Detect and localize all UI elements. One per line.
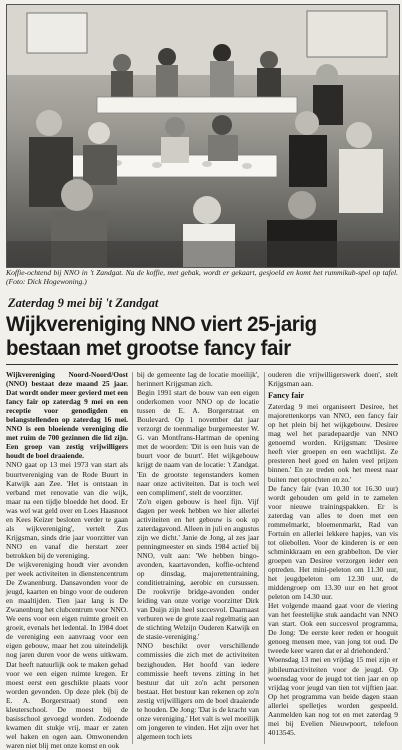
article-paragraph: NNO gaat op 13 mei 1973 van start als buurtvereniging van de Rode Buurt in Katwijk aan Zee. 'Het is ontstaan in verband met renovatie van die wijk, maar na een tijdje bloedde het dood. Er was wel wat geld over en Loes Haasnoot en Kees Keizer besloten verder te gaan als wijkvereniging', vertelt Zus Krijgsman, sinds drie jaar voorzitter van NNO en vanaf die herstart zeer betrokken bij de vereniging. xyxy=(6,460,128,560)
article-paragraph: bij de gemeente lag de locatie moeilijk', herinnert Krijgsman zich. xyxy=(137,370,259,389)
article-paragraph: NNO beschikt over verschillende commissies die zich met de activiteiten bezighouden. Het hoofd van iedere commissie heeft tevens zitting in het bestuur dat uit zo'n acht personen bestaat. Het bestuur kan rekenen op zo'n zestig vrijwilligers om de boel draaiende te houden. De Jong: 'Dat is de kracht van onze vereniging.' Het valt is wel moeilijk om jongeren te vinden. Het zijn over het algemeen toch iets xyxy=(137,641,259,741)
article-column-3 xyxy=(268,370,398,737)
article-paragraph: Het volgende maand gaat voor de viering van het feestelijke stuk aandacht van NNO van start. Ook een succesvol programma, De Jong: 'De eerste keer reden er hooguit genoeg mensen mee, van jong tot oud. De tweede keer waren dat er al driehonderd.' xyxy=(268,601,398,656)
article-headline xyxy=(6,312,378,360)
headline-line-1: Wijkvereniging NNO viert 25-jarig xyxy=(6,312,317,336)
article-paragraph: De wijkvereniging houdt vier avonden per week activiteiten in dienstencentrum De Zwanenburg. Dansavonden voor de jeugd, kaarten en bingo voor de ouderen en maaltijden. Tien jaar lang is De Zwanenburg het clubcentrum voor NNO. We eens voor een eigen ruimte groeit en groeit, evenals het ledental. In 1984 doet de vereniging een aanvraag voor een eigen gebouw, maar het zou uiteindelijk nog jaren duren voor de wens uitkwam. Dat heeft natuurlijk ook te maken gehad voor we een eigen ruimte kregen. Er moest eerst een geschikte plaats voor worden gevonden. Op deze plek (bij de E. A. Borgerstraat) stond een kleuterschool. De moest bij de basisschool gevoegd worden. Zodoende kwamen dit stukje vrij, maar er zaten wel haken en ogen aan. Omwonenden waren niet blij met onze komst en ook xyxy=(6,559,128,750)
article-column-2 xyxy=(137,370,259,741)
headline-line-2: bestaan met grootse fancy fair xyxy=(6,336,291,360)
photo-caption: Koffie-ochtend bij NNO in 't Zandgat. Na de koffie, met gebak, wordt er gekaart, gesjoeld en komt het rummikub-spel op tafel. (Foto: Dick Hogewoning.) xyxy=(6,268,398,287)
article-column-1 xyxy=(6,370,128,750)
article-paragraph: ouderen die vrijwilligerswerk doen', stelt Krijgsman aan. xyxy=(268,370,398,389)
column-divider xyxy=(264,372,265,744)
section-subhead: Fancy fair xyxy=(268,391,305,401)
article-paragraph: 'Zo'n eigen gebouw is heel fijn. Vijf dagen per week hebben we hier allerlei activiteiten en het gebouw is ook op zaterdagavond. Alleen in juli en augustus zijn we dicht.' Janie de Jong, al zes jaar penningmeester en sinds 1984 actief bij NNO, vult aan: 'We hebben bingo-avonden, kaartavonden, koffie-ochtend op dinsdag, majorettentraining, conditietraining, aerobic en cursussen. De rookvrije bridge-avonden onder leiding van onze vorige voorzitter Dirk van Duijn zijn heel succesvol. Daarnaast verhuren we de grote zaal regelmatig aan de stichting Welzijn Ouderen Katwijk en de stasie-vereniging.' xyxy=(137,496,259,642)
article-photo xyxy=(6,4,400,268)
column-divider xyxy=(132,372,133,744)
article-paragraph: Begin 1991 start de bouw van een eigen onderkomen voor NNO op de locatie tussen de E. A. Borgerstraat en Boulevard. Op 1 november dat jaar verzorgt de toenmalige burgemeester W. G. van Montfrans-Hartman de opening met de woorden: 'Dit is een huis van de buurt voor de buurt'. Het wijkgebouw krijgt de naam van de locatie: 't Zandgat. 'En de grootste tegenstanders komen naar onze activiteiten. Dat is toch wel een compliment', stelt de voorzitter. xyxy=(137,388,259,497)
article-kicker: Zaterdag 9 mei bij 't Zandgat xyxy=(8,296,159,310)
headline-rule xyxy=(6,364,398,365)
article-paragraph: Zaterdag 9 mei organiseert Desiree, het majorettenkorps van NNO, een fancy fair op het plein bij het wijkgebouw. Desiree mag wel het paradepaardje van NNO genoemd worden. Krijgsman: 'Desiree heeft vier groepen en een wachtlijst. Ze presteren heel goed en halen veel prijzen binnen.' En ze treden ook het meest naar buiten met optochten en zo.' xyxy=(268,402,398,484)
article-paragraph: De fancy fair (van 10.30 tot 16.30 uur) wordt gehouden om geld in te zamelen voor nieuwe trainingspakken. Er is zaterdag van alles te doen met een rommelmarkt, bloemenmarkt, Rad van Fortuin en allerlei lekkere hapjes, van vis tot oliebollen. Voor de kinderen is er een schminkkraam en een grabbelton. De vier groepen van Desiree verzorgen ieder een optreden. Het mini-peleton om 11.30 uur, het jeugdpeleton om 12.30 uur, de middengroep om 13.30 uur en het groot peleton om 14.30 uur. xyxy=(268,483,398,602)
article-paragraph: Woensdag 13 mei en vrijdag 15 mei zijn er jubileumactiviteiten voor de jeugd. Op woensdag voor de jeugd tot tien jaar en op vrijdag voor jeugd van tien tot vijftien jaar. Op het programma van beide dagen staan allerlei spelletjes worden gespeeld. Aanmelden kan nog tot en met zaterdag 9 mei bij Evelien Nieuwpoort, telefoon 4013545. xyxy=(268,655,398,737)
article-lead: Wijkvereniging Noord-Noord/Oost (NNO) bestaat deze maand 25 jaar. Dat wordt onder meer gevierd met een fancy fair op zaterdag 9 mei en een receptie voor genodigden en belangstellenden op zaterdag 16 mei. NNO is een bloeiende vereniging die met ruim de 700 gezinnen die lid zijn. Een groep van zestig vrijwilligers houdt de boel draaiende. xyxy=(6,370,128,461)
